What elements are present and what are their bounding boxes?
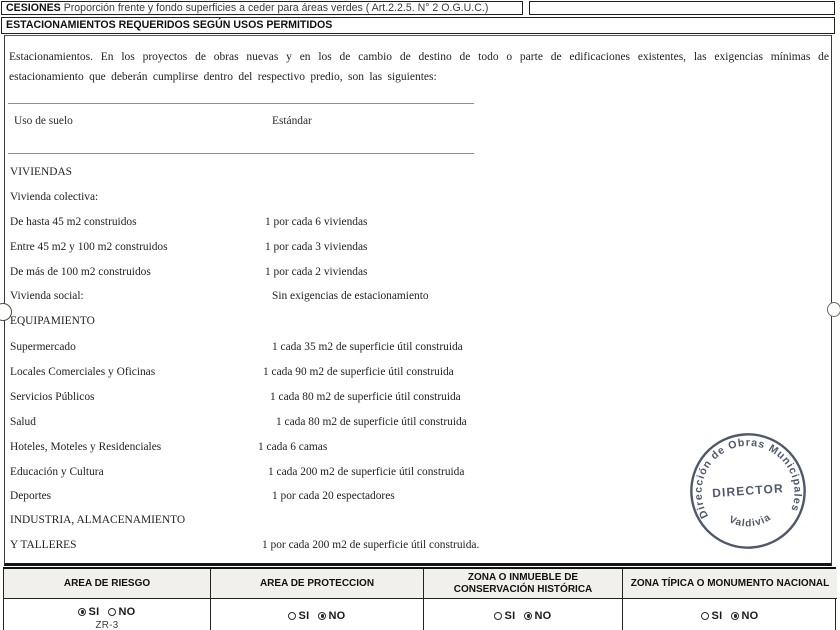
stamp-city: Valdivia xyxy=(727,511,774,530)
table-row: INDUSTRIA, ALMACENAMIENTO xyxy=(10,514,186,526)
radio-option-no[interactable]: NO xyxy=(524,610,551,622)
cesiones-text: Proporción frente y fondo superficies a ceder para áreas verdes ( Art.2.2.5. N° 2 O.G.U.C.) xyxy=(60,2,489,14)
zone-header-monumento-nacional: ZONA TÍPICA O MONUMENTO NACIONAL xyxy=(623,569,837,599)
zone-cell-monumento-nacional xyxy=(623,599,837,630)
cesiones-header-row xyxy=(1,1,523,15)
table-row: Vivienda colectiva: xyxy=(10,191,99,203)
svg-text:Valdivia xyxy=(727,512,774,531)
table-row: EQUIPAMIENTO xyxy=(10,315,95,327)
hole-punch-right xyxy=(827,302,840,317)
radio-option-si[interactable]: SI xyxy=(78,606,99,618)
svg-text:Dirección de Obras Municipales xyxy=(689,433,805,521)
radio-si-icon[interactable] xyxy=(701,612,709,620)
zone-header-conservacion-historica: ZONA O INMUEBLE DE CONSERVACIÓN HISTÓRICA xyxy=(424,569,623,599)
radio-si-icon[interactable] xyxy=(494,612,502,620)
zone-cell-area-de-proteccion xyxy=(211,599,424,630)
table-row: Deportes 1 por cada 20 espectadores xyxy=(10,490,395,502)
zone-header-area-de-riesgo: AREA DE RIESGO xyxy=(4,569,211,599)
radio-si-icon[interactable] xyxy=(288,612,296,620)
radio-no-icon[interactable] xyxy=(318,612,326,620)
radio-option-no[interactable]: NO xyxy=(108,606,135,618)
table-row: Servicios Públicos 1 cada 80 m2 de superficie útil construida xyxy=(10,391,461,403)
table-row: Educación y Cultura 1 cada 200 m2 de superficie útil construida xyxy=(10,466,465,478)
radio-option-no[interactable]: NO xyxy=(731,610,758,622)
table-row: Y TALLERES 1 por cada 200 m2 de superficie útil construida. xyxy=(10,539,480,551)
empty-header-cell xyxy=(529,1,835,15)
table-row: Salud 1 cada 80 m2 de superficie útil construida xyxy=(10,416,467,428)
cesiones-label: CESIONES xyxy=(6,2,61,14)
section-title: ESTACIONAMIENTOS REQUERIDOS SEGÚN USOS PERMITIDOS xyxy=(1,17,835,34)
radio-si-icon[interactable] xyxy=(78,608,86,616)
divider-line-bottom xyxy=(8,153,474,154)
table-row: Entre 45 m2 y 100 m2 construidos 1 por cada 3 viviendas xyxy=(10,241,368,253)
stamp-arc-text: Dirección de Obras Municipales xyxy=(692,436,804,521)
radio-no-icon[interactable] xyxy=(108,608,116,616)
table-row: De más de 100 m2 construidos 1 por cada 2 viviendas xyxy=(10,266,368,278)
official-stamp xyxy=(679,422,818,561)
zones-table xyxy=(3,567,836,630)
radio-no-icon[interactable] xyxy=(731,612,739,620)
radio-option-si[interactable]: SI xyxy=(494,610,515,622)
radio-no-icon[interactable] xyxy=(524,612,532,620)
intro-paragraph: Estacionamientos. En los proyectos de obras nuevas y en los de cambio de destino de todo o parte de edificaciones existentes, las exigencias mínimas de estacionamiento que deberán cumplirse dentro del respectivo predio, son las siguientes: xyxy=(9,51,829,83)
column-header-uso-de-suelo: Uso de suelo xyxy=(14,115,73,127)
table-row: VIVIENDAS xyxy=(10,166,73,178)
radio-option-si[interactable]: SI xyxy=(288,610,309,622)
zone-cell-conservacion-historica xyxy=(424,599,623,630)
zone-header-area-de-proteccion: AREA DE PROTECCION xyxy=(211,569,424,599)
zone-cell-area-de-riesgo xyxy=(4,599,211,630)
radio-option-no[interactable]: NO xyxy=(318,610,345,622)
stamp-title: DIRECTOR xyxy=(711,481,785,501)
table-row: Vivienda social: Sin exigencias de estacionamiento xyxy=(10,290,429,302)
divider-line-top xyxy=(8,103,474,104)
table-row: Hoteles, Moteles y Residenciales 1 cada 6 camas xyxy=(10,441,328,453)
table-row: De hasta 45 m2 construidos 1 por cada 6 viviendas xyxy=(10,216,368,228)
zone-note-zr3: ZR-3 xyxy=(95,620,119,630)
radio-option-si[interactable]: SI xyxy=(701,610,722,622)
table-row: Locales Comerciales y Oficinas 1 cada 90 m2 de superficie útil construida xyxy=(10,366,454,378)
column-header-estandar: Estándar xyxy=(272,115,312,127)
table-row: Supermercado 1 cada 35 m2 de superficie útil construida xyxy=(10,341,463,353)
